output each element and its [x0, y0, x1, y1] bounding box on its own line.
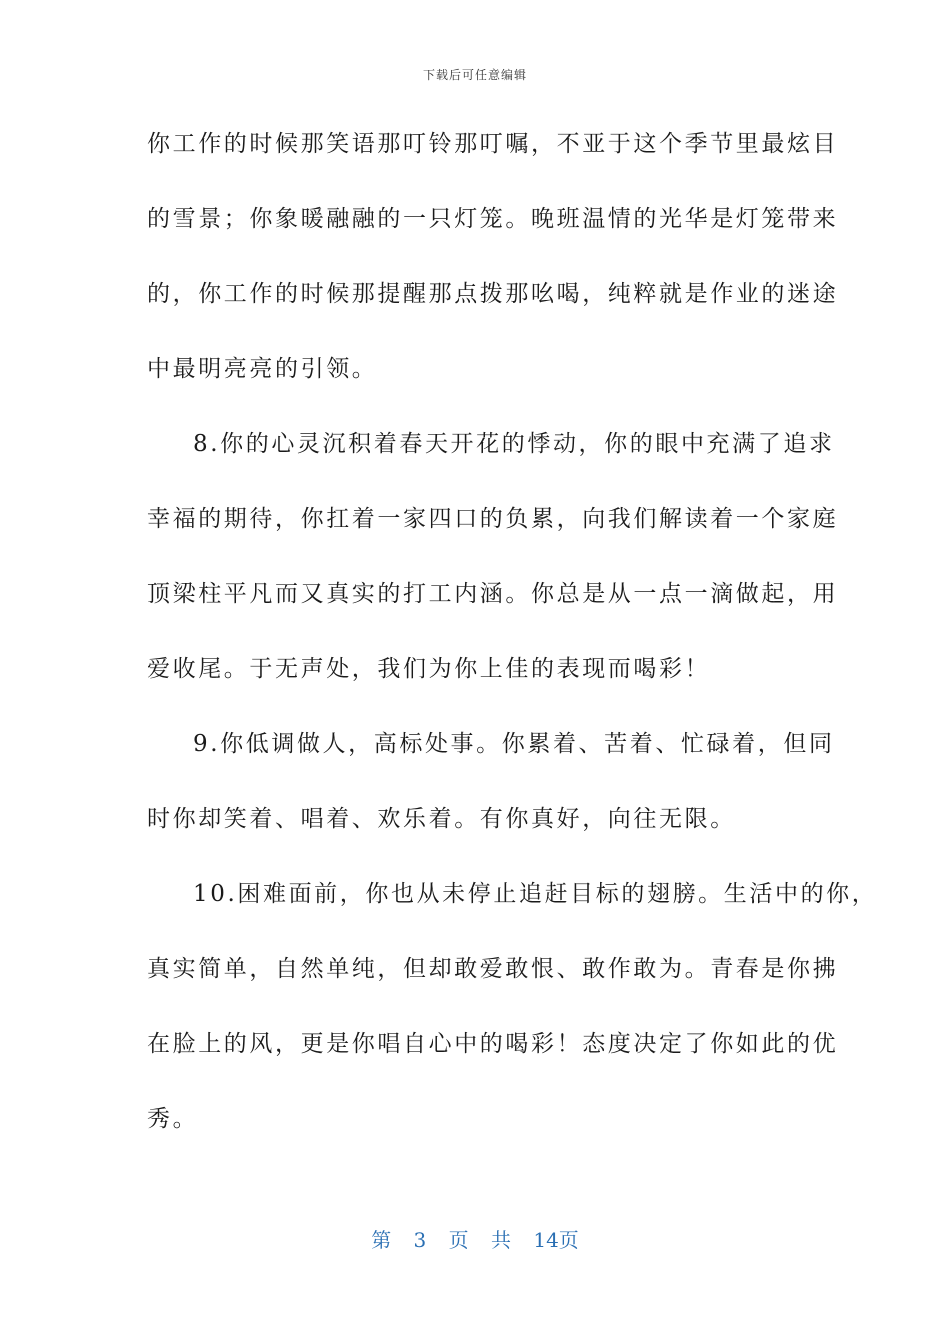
- body-line: 真实简单，自然单纯，但却敢爱敢恨、敢作敢为。青春是你拂: [147, 956, 839, 982]
- body-line: 你工作的时候那笑语那叮铃那叮嘱，不亚于这个季节里最炫目: [147, 131, 839, 157]
- body-line: 爱收尾。于无声处，我们为你上佳的表现而喝彩！: [147, 656, 711, 682]
- body-line: 幸福的期待，你扛着一家四口的负累，向我们解读着一个家庭: [147, 506, 839, 532]
- paragraph-9-start: 9.你低调做人，高标处事。你累着、苦着、忙碌着，但同: [193, 731, 835, 757]
- body-line: 中最明亮亮的引领。: [147, 356, 378, 382]
- paragraph-10-start: 10.困难面前，你也从未停止追赶目标的翅膀。生活中的你，: [193, 881, 878, 907]
- body-line: 秀。: [147, 1106, 199, 1132]
- footer-ye: 页: [448, 1228, 469, 1252]
- body-line: 时你却笑着、唱着、欢乐着。有你真好，向往无限。: [147, 806, 736, 832]
- page-footer: [0, 1224, 950, 1253]
- header-note: 下载后可任意编辑: [422, 68, 527, 82]
- body-line: 的雪景；你象暖融融的一只灯笼。晚班温情的光华是灯笼带来: [147, 206, 839, 232]
- body-line: 的，你工作的时候那提醒那点拨那吆喝，纯粹就是作业的迷途: [147, 281, 839, 307]
- document-body: [147, 124, 878, 1174]
- page-number: 3: [413, 1228, 427, 1252]
- footer-gong: 共: [491, 1228, 511, 1252]
- page-total: 14页: [533, 1228, 579, 1252]
- body-line: 在脸上的风，更是你唱自心中的喝彩！态度决定了你如此的优: [147, 1031, 839, 1057]
- body-line: 顶梁柱平凡而又真实的打工内涵。你总是从一点一滴做起，用: [147, 581, 839, 607]
- paragraph-8-start: 8.你的心灵沉积着春天开花的悸动，你的眼中充满了追求: [193, 431, 835, 457]
- footer-di: 第: [371, 1228, 392, 1252]
